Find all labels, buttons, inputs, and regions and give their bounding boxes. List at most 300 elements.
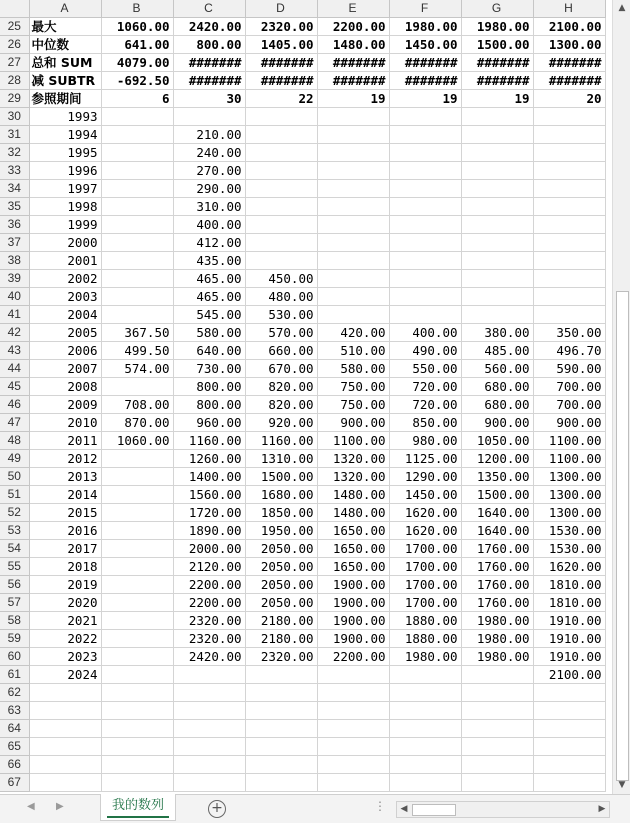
cell[interactable]: 1910.00 [533, 630, 605, 648]
cell[interactable]: 380.00 [461, 324, 533, 342]
year-cell[interactable]: 2023 [29, 648, 101, 666]
cell[interactable] [317, 738, 389, 756]
cell[interactable] [389, 108, 461, 126]
cell[interactable]: 1880.00 [389, 630, 461, 648]
cell[interactable]: 730.00 [173, 360, 245, 378]
cell[interactable]: 400.00 [389, 324, 461, 342]
cell[interactable]: 1480.00 [317, 486, 389, 504]
cell[interactable]: 2100.00 [533, 666, 605, 684]
cell[interactable]: 2200.00 [317, 648, 389, 666]
cell[interactable]: 1700.00 [389, 558, 461, 576]
cell[interactable]: 1200.00 [461, 450, 533, 468]
cell[interactable] [101, 468, 173, 486]
cell[interactable]: 210.00 [173, 126, 245, 144]
cell[interactable]: 1890.00 [173, 522, 245, 540]
cell[interactable]: 1500.00 [245, 468, 317, 486]
year-cell[interactable]: 2007 [29, 360, 101, 378]
cell[interactable]: 1910.00 [533, 648, 605, 666]
cell[interactable] [29, 720, 101, 738]
cell[interactable]: 1680.00 [245, 486, 317, 504]
cell[interactable]: 490.00 [389, 342, 461, 360]
row-header[interactable]: 62 [0, 684, 29, 702]
cell[interactable]: 700.00 [533, 396, 605, 414]
cell[interactable] [533, 252, 605, 270]
row-header[interactable]: 56 [0, 576, 29, 594]
row-header[interactable]: 57 [0, 594, 29, 612]
cell[interactable] [101, 288, 173, 306]
cell[interactable]: 1650.00 [317, 540, 389, 558]
cell[interactable] [101, 180, 173, 198]
cell[interactable] [317, 756, 389, 774]
cell[interactable]: 550.00 [389, 360, 461, 378]
cell[interactable]: 480.00 [245, 288, 317, 306]
cell[interactable] [461, 198, 533, 216]
cell[interactable]: 1760.00 [461, 576, 533, 594]
cell[interactable]: ####### [461, 72, 533, 90]
column-header-d[interactable]: D [245, 0, 317, 18]
cell[interactable]: 310.00 [173, 198, 245, 216]
cell[interactable]: 720.00 [389, 396, 461, 414]
row-header[interactable]: 52 [0, 504, 29, 522]
cell[interactable]: 1405.00 [245, 36, 317, 54]
cell[interactable] [533, 684, 605, 702]
cell[interactable]: 2320.00 [173, 612, 245, 630]
cell[interactable]: 1640.00 [461, 522, 533, 540]
cell[interactable] [389, 252, 461, 270]
cell[interactable] [245, 144, 317, 162]
row-header[interactable]: 58 [0, 612, 29, 630]
cell[interactable] [29, 738, 101, 756]
cell[interactable]: 1100.00 [533, 450, 605, 468]
cell[interactable] [533, 198, 605, 216]
scroll-down-icon[interactable]: ▼ [618, 780, 626, 790]
cell[interactable]: 2420.00 [173, 648, 245, 666]
cell[interactable]: 485.00 [461, 342, 533, 360]
cell[interactable] [533, 270, 605, 288]
cell[interactable] [29, 702, 101, 720]
cell[interactable] [389, 684, 461, 702]
cell[interactable] [245, 234, 317, 252]
cell[interactable]: 1160.00 [245, 432, 317, 450]
cell[interactable] [533, 738, 605, 756]
cell[interactable]: ####### [533, 54, 605, 72]
row-header[interactable]: 51 [0, 486, 29, 504]
row-header[interactable]: 59 [0, 630, 29, 648]
cell[interactable] [533, 702, 605, 720]
cell[interactable]: 660.00 [245, 342, 317, 360]
cell[interactable] [461, 144, 533, 162]
cell[interactable]: 1910.00 [533, 612, 605, 630]
year-cell[interactable]: 2000 [29, 234, 101, 252]
year-cell[interactable]: 1998 [29, 198, 101, 216]
cell[interactable] [389, 198, 461, 216]
cell[interactable]: 2180.00 [245, 630, 317, 648]
cell[interactable] [173, 720, 245, 738]
cell[interactable]: 2050.00 [245, 594, 317, 612]
cell[interactable] [173, 702, 245, 720]
row-header[interactable]: 42 [0, 324, 29, 342]
cell[interactable] [101, 720, 173, 738]
row-header[interactable]: 53 [0, 522, 29, 540]
cell[interactable] [389, 216, 461, 234]
cell[interactable] [461, 180, 533, 198]
row-header[interactable]: 40 [0, 288, 29, 306]
row-header[interactable]: 61 [0, 666, 29, 684]
cell[interactable]: 435.00 [173, 252, 245, 270]
cell[interactable]: 510.00 [317, 342, 389, 360]
cell[interactable]: 1400.00 [173, 468, 245, 486]
cell[interactable]: 1060.00 [101, 18, 173, 36]
row-header[interactable]: 44 [0, 360, 29, 378]
cell[interactable] [101, 630, 173, 648]
row-header[interactable]: 66 [0, 756, 29, 774]
row-header[interactable]: 35 [0, 198, 29, 216]
cell[interactable]: 2050.00 [245, 558, 317, 576]
row-header[interactable]: 46 [0, 396, 29, 414]
row-header[interactable]: 31 [0, 126, 29, 144]
cell[interactable] [533, 162, 605, 180]
cell[interactable]: 270.00 [173, 162, 245, 180]
cell[interactable]: 1310.00 [245, 450, 317, 468]
cell[interactable]: 2200.00 [173, 594, 245, 612]
row-header[interactable]: 29 [0, 90, 29, 108]
cell[interactable]: 1620.00 [389, 504, 461, 522]
cell[interactable] [317, 198, 389, 216]
cell[interactable]: 1980.00 [389, 18, 461, 36]
cell[interactable]: 1810.00 [533, 594, 605, 612]
row-header[interactable]: 45 [0, 378, 29, 396]
cell[interactable]: 1320.00 [317, 450, 389, 468]
cell[interactable] [533, 306, 605, 324]
cell[interactable] [533, 774, 605, 792]
cell[interactable] [461, 162, 533, 180]
cell[interactable] [461, 234, 533, 252]
cell[interactable] [461, 702, 533, 720]
cell[interactable]: 2100.00 [533, 18, 605, 36]
year-cell[interactable]: 1997 [29, 180, 101, 198]
column-header-e[interactable]: E [317, 0, 389, 18]
row-header[interactable]: 63 [0, 702, 29, 720]
cell[interactable] [389, 270, 461, 288]
cell[interactable] [101, 126, 173, 144]
cell[interactable] [101, 270, 173, 288]
cell[interactable]: 1620.00 [533, 558, 605, 576]
cell[interactable] [173, 108, 245, 126]
cell[interactable]: 580.00 [317, 360, 389, 378]
cell[interactable]: 530.00 [245, 306, 317, 324]
cell[interactable] [245, 666, 317, 684]
row-header[interactable]: 39 [0, 270, 29, 288]
cell[interactable]: 960.00 [173, 414, 245, 432]
cell[interactable]: 545.00 [173, 306, 245, 324]
cell[interactable] [101, 558, 173, 576]
cell[interactable]: 1980.00 [461, 648, 533, 666]
row-header[interactable]: 48 [0, 432, 29, 450]
cell[interactable]: 496.70 [533, 342, 605, 360]
cell[interactable]: 1650.00 [317, 522, 389, 540]
row-header[interactable]: 67 [0, 774, 29, 792]
cell[interactable]: 1980.00 [389, 648, 461, 666]
cell[interactable] [101, 738, 173, 756]
cell[interactable] [245, 180, 317, 198]
cell[interactable]: 2320.00 [245, 18, 317, 36]
cell[interactable]: 350.00 [533, 324, 605, 342]
cell[interactable] [101, 198, 173, 216]
cell[interactable]: 900.00 [317, 414, 389, 432]
cell[interactable] [173, 756, 245, 774]
cell[interactable] [317, 180, 389, 198]
cell[interactable]: 1700.00 [389, 576, 461, 594]
year-cell[interactable]: 2004 [29, 306, 101, 324]
year-cell[interactable]: 1996 [29, 162, 101, 180]
row-header[interactable]: 54 [0, 540, 29, 558]
cell[interactable] [101, 378, 173, 396]
summary-label-cell[interactable]: 总和 SUM [29, 54, 101, 72]
cell[interactable]: ####### [245, 72, 317, 90]
cell[interactable]: 450.00 [245, 270, 317, 288]
cell[interactable]: 2320.00 [245, 648, 317, 666]
row-header[interactable]: 33 [0, 162, 29, 180]
row-header[interactable]: 32 [0, 144, 29, 162]
cell[interactable]: 2420.00 [173, 18, 245, 36]
year-cell[interactable]: 2019 [29, 576, 101, 594]
cell[interactable] [29, 756, 101, 774]
cell[interactable] [389, 180, 461, 198]
cell[interactable]: 1560.00 [173, 486, 245, 504]
cell[interactable]: 1100.00 [317, 432, 389, 450]
row-header[interactable]: 55 [0, 558, 29, 576]
cell[interactable]: 4079.00 [101, 54, 173, 72]
cell[interactable]: 22 [245, 90, 317, 108]
year-cell[interactable]: 1995 [29, 144, 101, 162]
cell[interactable]: 2120.00 [173, 558, 245, 576]
cell[interactable]: 19 [461, 90, 533, 108]
cell[interactable]: 800.00 [173, 378, 245, 396]
cell[interactable]: 1880.00 [389, 612, 461, 630]
cell[interactable] [461, 684, 533, 702]
cell[interactable]: ####### [317, 54, 389, 72]
year-cell[interactable]: 1993 [29, 108, 101, 126]
cell[interactable] [101, 252, 173, 270]
cell[interactable] [389, 126, 461, 144]
cell[interactable] [317, 162, 389, 180]
year-cell[interactable]: 1999 [29, 216, 101, 234]
cell[interactable]: ####### [245, 54, 317, 72]
cell[interactable] [29, 684, 101, 702]
cell[interactable]: 1100.00 [533, 432, 605, 450]
cell[interactable] [101, 306, 173, 324]
cell[interactable] [317, 126, 389, 144]
cell[interactable]: 1480.00 [317, 504, 389, 522]
cell[interactable] [461, 216, 533, 234]
cell[interactable]: 1060.00 [101, 432, 173, 450]
cell[interactable]: 1760.00 [461, 594, 533, 612]
cell[interactable]: 1980.00 [461, 612, 533, 630]
cell[interactable] [389, 162, 461, 180]
cell[interactable] [245, 756, 317, 774]
row-header[interactable]: 43 [0, 342, 29, 360]
sheet-tab[interactable] [100, 794, 176, 821]
cell[interactable] [533, 108, 605, 126]
year-cell[interactable]: 2010 [29, 414, 101, 432]
cell[interactable] [101, 522, 173, 540]
cell[interactable] [245, 702, 317, 720]
cell[interactable] [533, 234, 605, 252]
cell[interactable] [245, 126, 317, 144]
summary-label-cell[interactable]: 减 SUBTR [29, 72, 101, 90]
year-cell[interactable]: 2014 [29, 486, 101, 504]
cell[interactable]: 290.00 [173, 180, 245, 198]
cell[interactable] [245, 252, 317, 270]
cell[interactable] [245, 738, 317, 756]
select-all-corner[interactable] [0, 0, 29, 18]
cell[interactable]: 580.00 [173, 324, 245, 342]
cell[interactable] [101, 594, 173, 612]
cell[interactable] [101, 108, 173, 126]
triangle-left-icon[interactable]: ◀ [400, 804, 408, 814]
cell[interactable] [317, 306, 389, 324]
cell[interactable]: 1450.00 [389, 36, 461, 54]
cell[interactable]: 900.00 [461, 414, 533, 432]
year-cell[interactable]: 2008 [29, 378, 101, 396]
cell[interactable]: 412.00 [173, 234, 245, 252]
row-header[interactable]: 25 [0, 18, 29, 36]
cell[interactable]: 1900.00 [317, 594, 389, 612]
horizontal-scroll-thumb[interactable] [412, 804, 456, 816]
cell[interactable] [317, 216, 389, 234]
plus-circle-icon[interactable]: + [208, 800, 226, 818]
cell[interactable]: 1720.00 [173, 504, 245, 522]
cell[interactable] [389, 144, 461, 162]
cell[interactable]: ####### [173, 72, 245, 90]
column-header-b[interactable]: B [101, 0, 173, 18]
vertical-dots-icon[interactable]: ⋮ [374, 799, 386, 813]
cell[interactable]: 708.00 [101, 396, 173, 414]
cell[interactable] [245, 684, 317, 702]
cell[interactable]: 2320.00 [173, 630, 245, 648]
cell[interactable]: 30 [173, 90, 245, 108]
cell[interactable] [461, 126, 533, 144]
cell[interactable] [101, 162, 173, 180]
cell[interactable] [317, 666, 389, 684]
cell[interactable] [389, 306, 461, 324]
cell[interactable] [317, 774, 389, 792]
cell[interactable]: 2180.00 [245, 612, 317, 630]
cell[interactable]: ####### [461, 54, 533, 72]
cell[interactable]: ####### [173, 54, 245, 72]
cell[interactable]: 670.00 [245, 360, 317, 378]
cell[interactable]: 560.00 [461, 360, 533, 378]
cell[interactable]: 900.00 [533, 414, 605, 432]
cell[interactable]: -692.50 [101, 72, 173, 90]
cell[interactable] [389, 666, 461, 684]
cell[interactable]: 1350.00 [461, 468, 533, 486]
year-cell[interactable]: 2011 [29, 432, 101, 450]
row-header[interactable]: 26 [0, 36, 29, 54]
cell[interactable]: 1950.00 [245, 522, 317, 540]
cell[interactable] [101, 540, 173, 558]
year-cell[interactable]: 2015 [29, 504, 101, 522]
cell[interactable]: 2200.00 [317, 18, 389, 36]
cell[interactable]: 2050.00 [245, 576, 317, 594]
cell[interactable] [101, 756, 173, 774]
cell[interactable] [245, 108, 317, 126]
cell[interactable] [533, 288, 605, 306]
cell[interactable] [461, 306, 533, 324]
cell[interactable] [317, 702, 389, 720]
cell[interactable]: 680.00 [461, 378, 533, 396]
cell[interactable] [101, 774, 173, 792]
cell[interactable] [389, 234, 461, 252]
year-cell[interactable]: 2016 [29, 522, 101, 540]
cell[interactable] [533, 216, 605, 234]
cell[interactable]: 1530.00 [533, 540, 605, 558]
row-header[interactable]: 36 [0, 216, 29, 234]
row-header[interactable]: 50 [0, 468, 29, 486]
cell[interactable] [533, 144, 605, 162]
cell[interactable]: 1480.00 [317, 36, 389, 54]
cell[interactable]: 1450.00 [389, 486, 461, 504]
summary-label-cell[interactable]: 参照期间 [29, 90, 101, 108]
cell[interactable]: 1980.00 [461, 18, 533, 36]
cell[interactable]: 870.00 [101, 414, 173, 432]
row-header[interactable]: 38 [0, 252, 29, 270]
cell[interactable] [461, 774, 533, 792]
cell[interactable]: 19 [389, 90, 461, 108]
column-header-a[interactable]: A [29, 0, 101, 18]
cell[interactable]: 1810.00 [533, 576, 605, 594]
scroll-up-icon[interactable]: ▲ [618, 3, 626, 13]
vertical-scroll-thumb[interactable] [616, 291, 629, 781]
cell[interactable]: 19 [317, 90, 389, 108]
cell[interactable]: 1700.00 [389, 540, 461, 558]
cell[interactable] [173, 738, 245, 756]
cell[interactable]: 640.00 [173, 342, 245, 360]
cell[interactable] [101, 702, 173, 720]
row-header[interactable]: 34 [0, 180, 29, 198]
cell[interactable]: 574.00 [101, 360, 173, 378]
vertical-scrollbar[interactable] [612, 0, 630, 794]
cell[interactable] [101, 144, 173, 162]
cell[interactable] [245, 774, 317, 792]
row-header[interactable]: 60 [0, 648, 29, 666]
year-cell[interactable]: 1994 [29, 126, 101, 144]
cell[interactable]: 240.00 [173, 144, 245, 162]
cell[interactable]: 1300.00 [533, 486, 605, 504]
cell[interactable]: 1050.00 [461, 432, 533, 450]
triangle-right-icon[interactable]: ▶ [598, 804, 606, 814]
cell[interactable] [461, 270, 533, 288]
year-cell[interactable]: 2018 [29, 558, 101, 576]
cell[interactable]: ####### [317, 72, 389, 90]
cell[interactable] [317, 144, 389, 162]
summary-label-cell[interactable]: 中位数 [29, 36, 101, 54]
cell[interactable]: 1700.00 [389, 594, 461, 612]
cell[interactable]: ####### [389, 54, 461, 72]
cell[interactable] [317, 234, 389, 252]
year-cell[interactable]: 2017 [29, 540, 101, 558]
cell[interactable]: 499.50 [101, 342, 173, 360]
cell[interactable] [101, 450, 173, 468]
year-cell[interactable]: 2005 [29, 324, 101, 342]
cell[interactable]: 1900.00 [317, 576, 389, 594]
cell[interactable] [533, 756, 605, 774]
cell[interactable] [101, 684, 173, 702]
year-cell[interactable]: 2001 [29, 252, 101, 270]
cell[interactable]: 641.00 [101, 36, 173, 54]
row-header[interactable]: 64 [0, 720, 29, 738]
cell[interactable]: 590.00 [533, 360, 605, 378]
